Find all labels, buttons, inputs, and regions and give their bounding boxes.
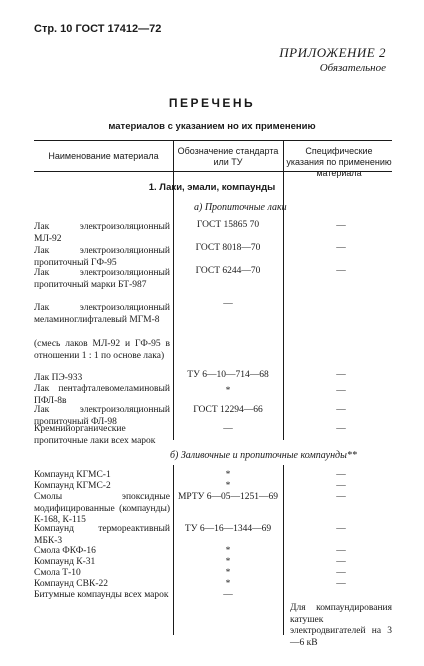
table-row-note: — bbox=[336, 243, 346, 253]
table-row-note: — bbox=[336, 405, 346, 415]
table-row-name: Лак электроизоляционный пропиточный ФЛ-98 bbox=[34, 405, 170, 427]
table-row-note: — bbox=[336, 492, 346, 502]
table-row-name: Лак ПЭ-933 bbox=[34, 373, 83, 383]
column-header-notes: Специфические указания по применению материала bbox=[286, 146, 392, 178]
table-row-name: Компаунд термореактивный МБК-3 bbox=[34, 524, 170, 546]
table-row-name: Лак электроизоляционный пропиточный марки БТ-987 bbox=[34, 268, 170, 290]
table-row-standard: — bbox=[223, 424, 233, 434]
table-row-name: Смола ФКФ-16 bbox=[34, 546, 96, 556]
section-title: 1. Лаки, эмали, компаунды bbox=[148, 182, 276, 193]
table-row-standard: ГОСТ 12294—66 bbox=[193, 405, 263, 415]
table-top-border bbox=[34, 140, 392, 141]
subsection-b-title: б) Заливочные и пропиточные компаунды** bbox=[170, 450, 357, 461]
document-title: ПЕРЕЧЕНЬ bbox=[168, 96, 256, 110]
table-row-note: — bbox=[336, 221, 346, 231]
table-row-name: Кремнийорганические пропиточные лаки всех марок bbox=[34, 424, 156, 446]
table-row-name: Лак электроизоляционный меламиноглифталевый МГМ-8 bbox=[34, 303, 170, 325]
table-row-standard: ГОСТ 6244—70 bbox=[195, 266, 261, 276]
table-row-standard: * bbox=[225, 470, 231, 480]
table-row-note: — bbox=[336, 579, 346, 589]
table-row-standard: ГОСТ 15865 70 bbox=[196, 220, 260, 230]
table-row-note: — bbox=[336, 524, 346, 534]
table-row-name: Компаунд СВК-22 bbox=[34, 579, 108, 589]
column-header-standard: Обозначение стандарта или ТУ bbox=[177, 146, 279, 167]
table-row-standard: * bbox=[225, 579, 231, 589]
subsection-a-title: а) Пропиточные лаки bbox=[194, 202, 287, 213]
table-row-note: — bbox=[336, 470, 346, 480]
table-row-name: Лак электроизоляционный пропиточный ГФ-95 bbox=[34, 246, 170, 268]
page-header: Стр. 10 ГОСТ 17412—72 bbox=[34, 23, 162, 35]
table-row-note: — bbox=[336, 557, 346, 567]
table-row-name: Смола Т-10 bbox=[34, 568, 81, 578]
table-row-name: Смолы эпоксидные модифицированные (компаунды) К-168, К-115 bbox=[34, 492, 170, 525]
table-row-note: — bbox=[336, 386, 346, 396]
table-row-standard: * bbox=[225, 386, 231, 396]
table-row-name: Компаунд КГМС-1 bbox=[34, 470, 111, 480]
table-row-name: Лак пентафталевомеламиновый ПФЛ-8в bbox=[34, 384, 170, 406]
table-row-standard: — bbox=[223, 590, 233, 600]
appendix-title: ПРИЛОЖЕНИЕ 2 bbox=[279, 45, 386, 60]
table-row-standard: * bbox=[225, 568, 231, 578]
table-row-standard: — bbox=[223, 299, 233, 309]
column-divider-1-lower bbox=[173, 465, 174, 635]
table-row-standard: МРТУ 6—05—1251—69 bbox=[177, 492, 278, 502]
table-row-standard: ТУ 6—16—1344—69 bbox=[184, 524, 272, 534]
table-row-name: Битумные компаунды всех марок bbox=[34, 590, 169, 600]
table-row-standard: * bbox=[225, 546, 231, 556]
appendix-subtitle: Обязательное bbox=[319, 62, 386, 74]
table-row-note: — bbox=[336, 568, 346, 578]
table-row-standard: * bbox=[225, 557, 231, 567]
table-row-note: — bbox=[336, 266, 346, 276]
table-row-note: — bbox=[336, 370, 346, 380]
table-row-note: — bbox=[336, 481, 346, 491]
table-row-name: Компаунд К-31 bbox=[34, 557, 96, 567]
table-row-note: Для компаундирования катушек электродвигателей на 3—6 кВ bbox=[290, 603, 392, 648]
table-row-name: Компаунд КГМС-2 bbox=[34, 481, 111, 491]
document-subtitle: материалов с указанием но их применению bbox=[108, 121, 316, 132]
table-row-standard: ТУ 6—10—714—68 bbox=[187, 370, 269, 380]
table-row-name: Лак электроизоляционный МЛ-92 bbox=[34, 222, 170, 244]
table-row-standard: ГОСТ 8018—70 bbox=[195, 243, 261, 253]
table-row-standard: * bbox=[225, 481, 231, 491]
table-row-note: — bbox=[336, 546, 346, 556]
table-row-name: (смесь лаков МЛ-92 и ГФ-95 в отношении 1 : 1 по основе лака) bbox=[34, 339, 170, 361]
column-header-name: Наименование материала bbox=[48, 151, 159, 161]
column-divider-2-lower bbox=[283, 465, 284, 635]
table-row-note: — bbox=[336, 424, 346, 434]
